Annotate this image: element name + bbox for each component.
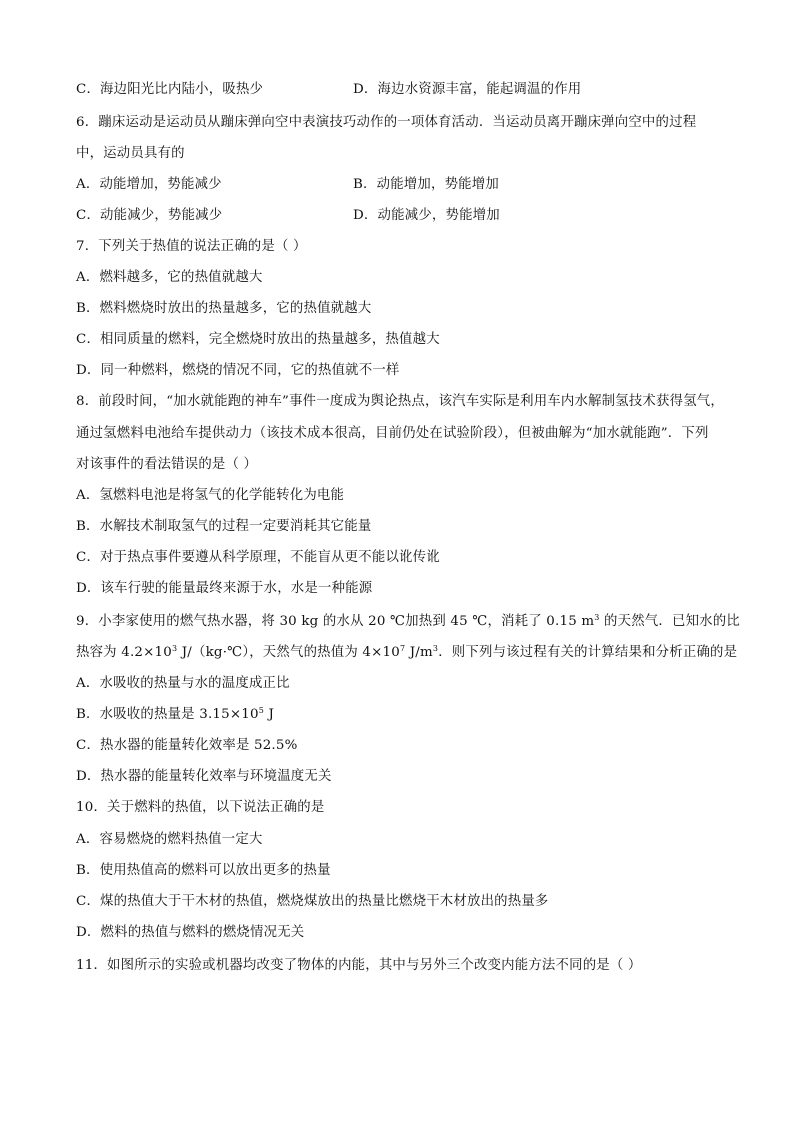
q10-option-d: D．燃料的热值与燃料的燃烧情况无关 [76, 925, 305, 940]
q9-stem-line1 [76, 612, 740, 632]
q9-stem-line1-text-end: 的天然气．已知水的比 [599, 614, 740, 629]
q7-option-c: C．相同质量的燃料，完全燃烧时放出的热量越多，热值越大 [76, 332, 440, 347]
q7-option-d: D．同一种燃料，燃烧的情况不同，它的热值就不一样 [76, 363, 400, 378]
q9-stem-line2-part-d: ．则下列与该过程有关的计算结果和分析正确的是 [438, 645, 738, 660]
q6-option-c: C．动能减少，势能减少 [76, 208, 223, 223]
q8-option-b: B．水解技术制取氢气的过程一定要消耗其它能量 [76, 519, 372, 534]
q9-option-b-unit: J [264, 707, 275, 722]
q9-option-b-text: B．水吸收的热量是 3.15×10 [76, 707, 259, 722]
q5-options-cd [76, 80, 582, 100]
q9-stem-line2-part-c: J/m [405, 645, 433, 660]
q8-option-d: D．该车行驶的能量最终来源于水，水是一种能源 [76, 581, 373, 596]
q6-stem-line2: 中，运动员具有的 [76, 146, 185, 161]
q8-stem-line1: 8．前段时间，“加水就能跑的神车”事件一度成为舆论热点，该汽车实际是利用车内水解制氢技术获得氢气， [76, 394, 724, 409]
q6-options-cd [76, 206, 500, 226]
q10-option-a: A．容易燃烧的燃料热值一定大 [76, 832, 263, 847]
q9-stem-line2 [76, 643, 737, 663]
q10-option-b: B．使用热值高的燃料可以放出更多的热量 [76, 863, 331, 878]
q9-option-c: C．热水器的能量转化效率是 52.5% [76, 738, 298, 753]
q11-stem: 11．如图所示的实验或机器均改变了物体的内能，其中与另外三个改变内能方法不同的是（ ） [76, 958, 642, 973]
q9-superscript: 3 [594, 613, 600, 622]
q6-option-d: D．动能减少，势能增加 [353, 208, 500, 223]
q9-option-a: A．水吸收的热量与水的温度成正比 [76, 676, 290, 691]
q5-option-c: C．海边阳光比内陆小，吸热少 [76, 82, 264, 97]
q10-option-c: C．煤的热值大于干木材的热值，燃烧煤放出的热量比燃烧干木材放出的热量多 [76, 894, 549, 909]
q8-option-c: C．对于热点事件要遵从科学原理，不能盲从更不能以讹传讹 [76, 550, 440, 565]
q6-option-b: B．动能增加，势能增加 [353, 177, 499, 192]
q9-superscript: 5 [258, 706, 264, 715]
q6-option-a: A．动能增加，势能减少 [76, 177, 222, 192]
q6-stem-line1: 6．蹦床运动是运动员从蹦床弹向空中表演技巧动作的一项体育活动．当运动员离开蹦床弹向空中的过程 [76, 115, 697, 130]
q8-option-a: A．氢燃料电池是将氢气的化学能转化为电能 [76, 488, 345, 503]
q9-stem-line1-text: 9．小李家使用的燃气热水器，将 30 kg 的水从 20 ℃加热到 45 ℃，消耗了 0.15 m [76, 614, 595, 629]
q9-stem-line2-part-b: J/（kg·℃），天然气的热值为 4×10 [177, 645, 400, 660]
q9-superscript: 3 [432, 644, 439, 653]
q7-option-a: A．燃料越多，它的热值就越大 [76, 270, 263, 285]
q9-option-b [76, 705, 274, 725]
q7-option-b: B．燃料燃烧时放出的热量越多，它的热值就越大 [76, 301, 372, 316]
q9-superscript: 3 [171, 644, 178, 653]
q9-superscript: 7 [399, 644, 406, 653]
q6-options-ab [76, 175, 499, 195]
q9-stem-line2-part-a: 热容为 4.2×10 [76, 645, 172, 660]
q8-stem-line3: 对该事件的看法错误的是（ ） [76, 457, 258, 472]
q7-stem: 7．下列关于热值的说法正确的是（ ） [76, 239, 307, 254]
q10-stem: 10．关于燃料的热值，以下说法正确的是 [76, 800, 325, 815]
q5-option-d: D．海边水资源丰富，能起调温的作用 [353, 82, 582, 97]
q8-stem-line2: 通过氢燃料电池给车提供动力（该技术成本很高，目前仍处在试验阶段），但被曲解为“加水就能跑”．下列 [76, 426, 709, 441]
q9-option-d: D．热水器的能量转化效率与环境温度无关 [76, 769, 332, 784]
